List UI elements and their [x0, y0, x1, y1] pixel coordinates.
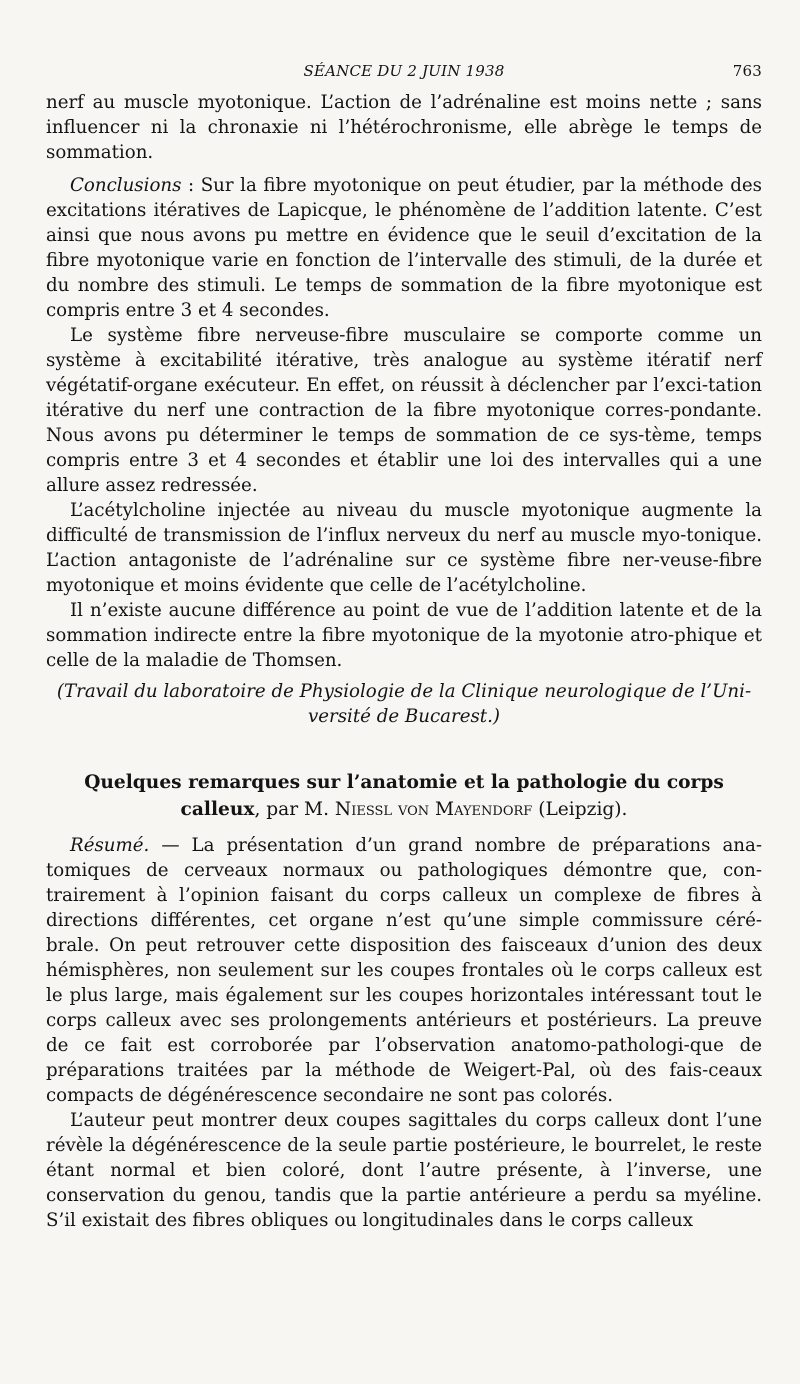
paragraph-acetylcholine: L’acétylcholine injectée au niveau du muscle myotonique augmente la difficulté de transmission de l’influx nerveux du nerf au muscle myo-tonique. L’action antagoniste de l’adrénaline sur ce système fibre ner-veuse-fibre myotonique et moins évidente que celle de l’acétylcholine.	[46, 500, 762, 596]
resume-block	[46, 833, 762, 1233]
attribution-line-2: versité de Bucarest.)	[307, 706, 500, 727]
paragraph-conclusions	[46, 173, 762, 323]
conclusions-text: : Sur la fibre myotonique on peut étudier, par la méthode des excitations itératives de Lapicque, le phénomène de l’addition latente. C’est ainsi que nous avons pu mettre en évidence que le seuil d’excitation de la fibre myotonique varie en fonction de l’intervalle des stimuli, de la durée et du nombre des stimuli. Le temps de sommation de la fibre myotonique est compris entre 3 et 4 secondes.	[46, 175, 762, 321]
section-title-line-2	[46, 796, 762, 823]
attribution-line-1: (Travail du laboratoire de Physiologie de la Clinique neurologique de l’Uni-	[56, 681, 752, 702]
section-author: Niessl von Mayendorf	[334, 799, 533, 820]
paragraph-resume	[46, 833, 762, 1108]
paragraph-gap	[46, 165, 762, 173]
paragraph-author-sections: L’auteur peut montrer deux coupes sagittales du corps calleux dont l’une révèle la dégénérescence de la seule partie postérieure, le bourrelet, le reste étant normal et bien coloré, dont l’autre présente, à l’inverse, une conservation du genou, tandis que la partie antérieure a perdu sa myéline. S’il existait des fibres obliques ou longitudinales dans le corps calleux	[46, 1110, 762, 1231]
resume-label: Résumé.	[70, 835, 150, 856]
article-body	[46, 90, 762, 1233]
paragraph-system: Le système fibre nerveuse-fibre musculaire se comporte comme un système à excitabilité itérative, très analogue au système itératif nerf végétatif-organe exécuteur. En effet, on réussit à déclencher par l’exci-tation itérative du nerf une contraction de la fibre myotonique corres-pondante. Nous avons pu déterminer le temps de sommation de ce sys-tème, temps compris entre 3 et 4 secondes et établir une loi des intervalles qui a une allure assez redressée.	[46, 325, 762, 496]
section-title-line-1: Quelques remarques sur l’anatomie et la pathologie du corps	[84, 772, 724, 793]
lab-attribution	[46, 679, 762, 729]
section-title-word: calleux	[180, 799, 255, 820]
running-head-title: SÉANCE DU 2 JUIN 1938	[303, 62, 505, 80]
paragraph-continuation: nerf au muscle myotonique. L’action de l’adrénaline est moins nette ; sans influencer ni la chronaxie ni l’hétérochronisme, elle abrège le temps de sommation.	[46, 92, 762, 163]
conclusions-label: Conclusions	[70, 175, 182, 196]
resume-text: — La présentation d’un grand nombre de préparations ana-tomiques de cerveaux normaux ou pathologiques démontre que, con-trairement à l’opinion faisant du corps calleux un complexe de fibres à directions différentes, cet organe n’est qu’une simple commissure céré-brale. On peut retrouver cette disposition des faisceaux d’union des deux hémisphères, non seulement sur les coupes frontales où le corps calleux est le plus large, mais également sur les coupes horizontales intéressant tout le corps calleux avec ses prolongements antérieurs et postérieurs. La preuve de ce fait est corroborée par l’observation anatomo-pathologi-que de préparations traitées par la méthode de Weigert-Pal, où des fais-ceaux compacts de dégénérescence secondaire ne sont pas colorés.	[46, 835, 762, 1106]
paragraph-thomsen: Il n’existe aucune différence au point de vue de l’addition latente et de la sommation indirecte entre la fibre myotonique de la myotonie atro-phique et celle de la maladie de Thomsen.	[46, 600, 762, 671]
section-title	[46, 769, 762, 823]
section-by: , par M.	[254, 799, 335, 820]
section-place: (Leipzig).	[532, 799, 628, 820]
page-number: 763	[732, 62, 762, 80]
running-head	[46, 62, 762, 90]
